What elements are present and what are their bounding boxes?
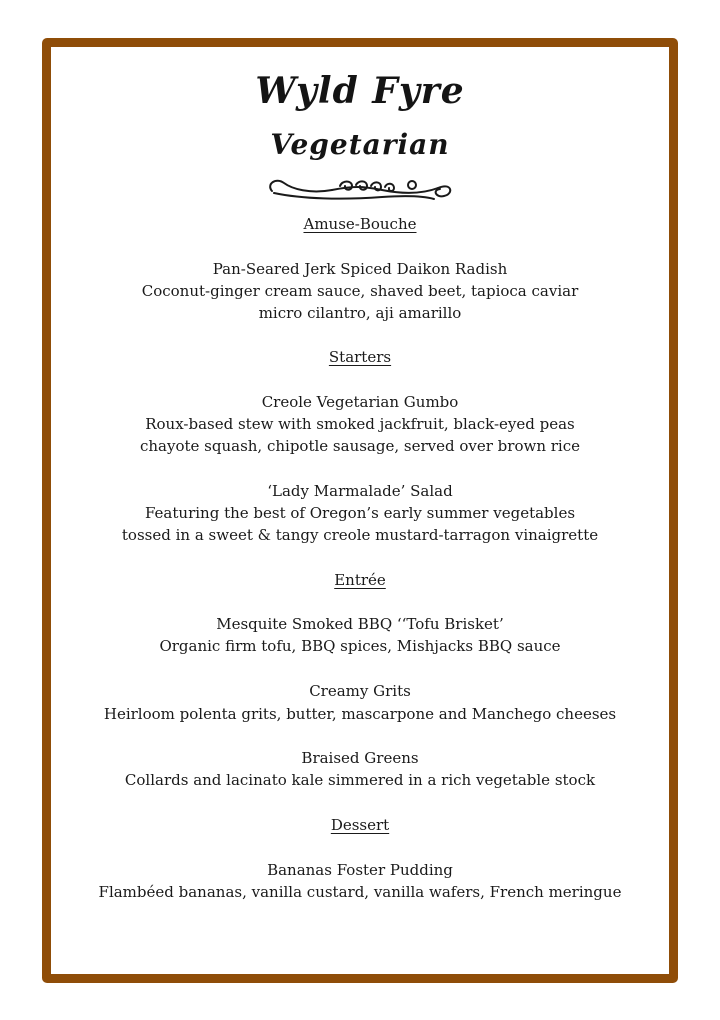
dish-description: chayote squash, chipotle sausage, served over brown rice [139, 437, 580, 455]
dish-name: Braised Greens [301, 749, 419, 767]
dish-name: Mesquite Smoked BBQ ‘‘Tofu Brisket’ [216, 615, 504, 633]
dish-description: Roux-based stew with smoked jackfruit, black-eyed peas [145, 415, 575, 433]
dish-description: tossed in a sweet & tangy creole mustard-tarragon vinaigrette [121, 526, 599, 544]
menu-title: Wyld Fyre [255, 70, 465, 112]
dish-description: Featuring the best of Oregon’s early summer vegetables [144, 504, 576, 522]
dish-description: Flambéed bananas, vanilla custard, vanilla wafers, French meringue [98, 883, 622, 901]
section-heading-starters: Starters [328, 348, 392, 366]
menu-subtitle: Vegetarian [270, 128, 450, 161]
scroll-flourish-icon [262, 172, 458, 206]
dish-name: Creamy Grits [309, 682, 411, 700]
dish-description: Heirloom polenta grits, butter, mascarpone and Manchego cheeses [103, 705, 617, 723]
dish-description: micro cilantro, aji amarillo [258, 304, 462, 322]
dish-name: Pan-Seared Jerk Spiced Daikon Radish [212, 260, 508, 278]
dish-name: Creole Vegetarian Gumbo [261, 393, 459, 411]
dish-description: Collards and lacinato kale simmered in a rich vegetable stock [124, 771, 596, 789]
dish-name: ‘Lady Marmalade’ Salad [267, 482, 453, 500]
dish-name: Bananas Foster Pudding [267, 861, 453, 879]
section-heading-dessert: Dessert [330, 816, 390, 834]
section-heading-entree: Entrée [334, 571, 386, 589]
dish-description: Coconut-ginger cream sauce, shaved beet, tapioca caviar [141, 282, 579, 300]
section-heading-amuse-bouche: Amuse-Bouche [303, 215, 417, 233]
dish-description: Organic firm tofu, BBQ spices, Mishjacks BBQ sauce [159, 637, 561, 655]
